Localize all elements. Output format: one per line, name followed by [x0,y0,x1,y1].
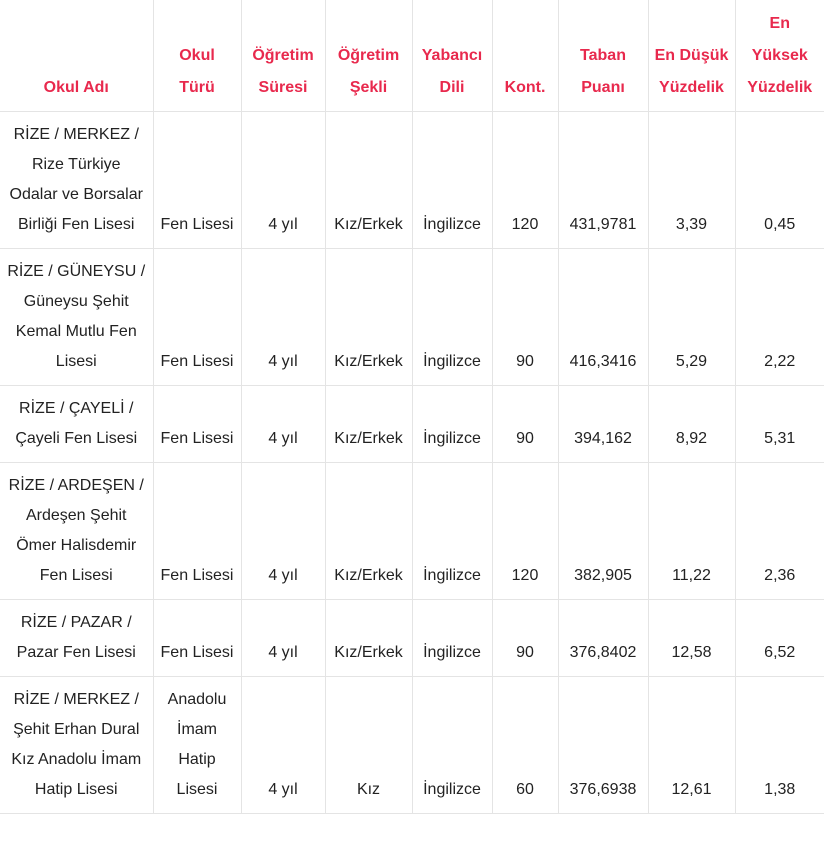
cell-language: İngilizce [412,600,492,677]
header-mode: Öğretim Şekli [325,0,412,112]
table-row [0,249,824,386]
cell-quota: 60 [492,677,558,814]
cell-max-percentile: 0,45 [735,112,824,249]
cell-mode: Kız/Erkek [325,386,412,463]
cell-max-percentile: 5,31 [735,386,824,463]
cell-quota: 90 [492,386,558,463]
cell-min-percentile: 12,58 [648,600,735,677]
cell-school-type: Fen Lisesi [153,463,241,600]
cell-base-score: 394,162 [558,386,648,463]
cell-base-score: 376,6938 [558,677,648,814]
cell-max-percentile: 6,52 [735,600,824,677]
cell-duration: 4 yıl [241,386,325,463]
header-school-name: Okul Adı [0,0,153,112]
cell-base-score: 382,905 [558,463,648,600]
cell-quota: 120 [492,463,558,600]
cell-school-type: Anadolu İmam Hatip Lisesi [153,677,241,814]
cell-school-name: RİZE / ÇAYELİ / Çayeli Fen Lisesi [0,386,153,463]
cell-school-name: RİZE / ARDEŞEN / Ardeşen Şehit Ömer Halisdemir Fen Lisesi [0,463,153,600]
cell-school-name: RİZE / PAZAR / Pazar Fen Lisesi [0,600,153,677]
cell-school-name: RİZE / GÜNEYSU / Güneysu Şehit Kemal Mutlu Fen Lisesi [0,249,153,386]
table-row [0,112,824,249]
cell-mode: Kız/Erkek [325,463,412,600]
header-language: Yabancı Dili [412,0,492,112]
table-row [0,677,824,814]
cell-language: İngilizce [412,112,492,249]
cell-mode: Kız [325,677,412,814]
cell-language: İngilizce [412,386,492,463]
header-duration: Öğretim Süresi [241,0,325,112]
cell-duration: 4 yıl [241,112,325,249]
header-min-percentile: En Düşük Yüzdelik [648,0,735,112]
header-school-type: Okul Türü [153,0,241,112]
header-max-percentile: En Yüksek Yüzdelik [735,0,824,112]
header-base-score: Taban Puanı [558,0,648,112]
cell-quota: 90 [492,249,558,386]
cell-school-name: RİZE / MERKEZ / Rize Türkiye Odalar ve Borsalar Birliği Fen Lisesi [0,112,153,249]
cell-school-name: RİZE / MERKEZ / Şehit Erhan Dural Kız Anadolu İmam Hatip Lisesi [0,677,153,814]
cell-min-percentile: 12,61 [648,677,735,814]
cell-quota: 120 [492,112,558,249]
cell-duration: 4 yıl [241,677,325,814]
cell-max-percentile: 2,36 [735,463,824,600]
cell-max-percentile: 2,22 [735,249,824,386]
cell-mode: Kız/Erkek [325,249,412,386]
cell-min-percentile: 11,22 [648,463,735,600]
cell-mode: Kız/Erkek [325,600,412,677]
cell-min-percentile: 3,39 [648,112,735,249]
table-row [0,386,824,463]
cell-duration: 4 yıl [241,463,325,600]
header-quota: Kont. [492,0,558,112]
table-row [0,463,824,600]
cell-min-percentile: 5,29 [648,249,735,386]
cell-base-score: 376,8402 [558,600,648,677]
cell-base-score: 416,3416 [558,249,648,386]
cell-language: İngilizce [412,249,492,386]
cell-base-score: 431,9781 [558,112,648,249]
cell-max-percentile: 1,38 [735,677,824,814]
cell-school-type: Fen Lisesi [153,112,241,249]
cell-quota: 90 [492,600,558,677]
cell-duration: 4 yıl [241,249,325,386]
cell-school-type: Fen Lisesi [153,386,241,463]
cell-school-type: Fen Lisesi [153,249,241,386]
cell-school-type: Fen Lisesi [153,600,241,677]
cell-duration: 4 yıl [241,600,325,677]
table-row [0,600,824,677]
cell-mode: Kız/Erkek [325,112,412,249]
header-row [0,0,824,112]
cell-language: İngilizce [412,677,492,814]
cell-min-percentile: 8,92 [648,386,735,463]
cell-language: İngilizce [412,463,492,600]
